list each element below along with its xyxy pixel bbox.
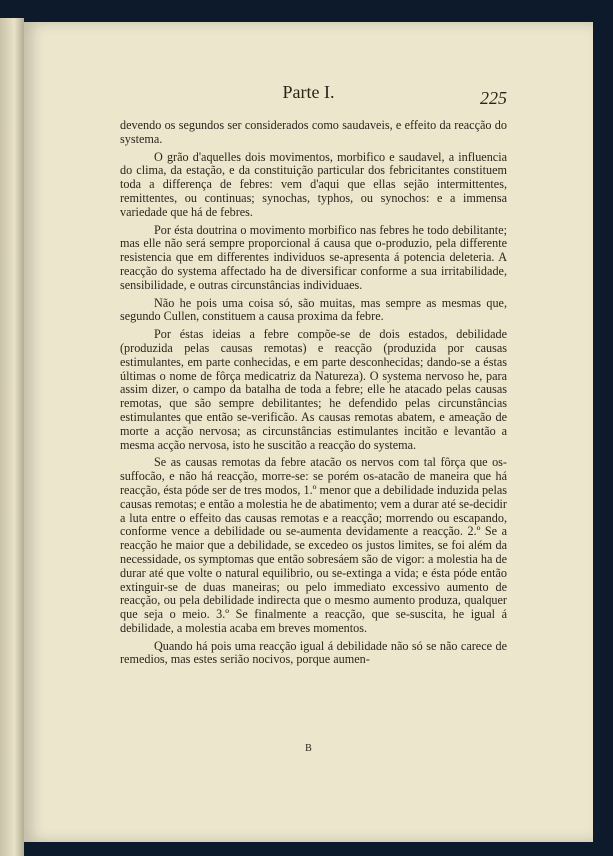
running-head: Parte I. [282,82,335,102]
paragraph: devendo os segundos ser considerados como saudaveis, e effeito da reacção do systema. [120,118,507,146]
paragraph: Por éstas ideias a febre compõe-se de dois estados, debilidade (produzida pelas causas remotas) e reacção (produzida por causas estimulantes, em parte conhecidas, e em parte desconhecidas; dando-se a éstas últimas o nome de fôrça medicatriz da Natureza). O systema nervoso he, para assim dizer, o campo da batalha de toda a febre; elle he atacado pelas causas remotas, que são sempre debilitantes; he defendido pelas circunstâncias estimulantes que então se-verificão. As causas remotas abatem, e ameação de morte a acção nervosa; as circunstâncias estimulantes incitão e levantão a mesma acção nervosa, isto he suscitão a reacção do systema. [120,327,507,452]
paragraph: Não he pois uma coisa só, são muitas, mas sempre as mesmas que, segundo Cullen, constituem a causa proxima da febre. [120,295,507,324]
paragraph: Por ésta doutrina o movimento morbifico nas febres he todo debilitante; mas elle não será sempre proporcional á causa que o-produzio, pela differente resistencia que em differentes individuos se-apresenta á potencia deleteria. A reacção do systema affectado ha de diversificar conforme a sua irritabilidade, sensibilidade, e outras circunstâncias individuaes. [120,222,507,292]
facing-page-edge [0,18,24,856]
book-page [24,22,593,842]
paragraph: O grão d'aquelles dois movimentos, morbifico e saudavel, a influencia do clima, da estação, e da constituição particular dos febricitantes constituem toda a differença de febres: vem d'aqui que ellas sejão intermittentes, remittentes, ou continuas; synochas, typhos, ou synochos: e a immensa variedade que há de febres. [120,149,507,219]
signature-mark: B [305,743,312,754]
paragraph: Quando há pois uma reacção igual á debilidade não só se não carece de remedios, mas estes serião nocivos, porque aumen- [120,638,507,667]
body-text [120,119,507,671]
page-number: 225 [480,88,507,108]
paragraph: Se as causas remotas da febre atacão os nervos com tal fôrça que os-suffocão, e não há reacção, morre-se: se porém os-atacão de maneira que há reacção, ésta póde ser de tres modos, 1.º menor que a debilidade induzida pelas causas remotas; e então a molestia he de abatimento; vem a durar até se-decidir a luta entre o effeito das causas remotas e a reacção; morrendo ou escapando, conforme vence a debilidade ou se-aumenta devidamente a reacção. 2.º Se a reacção he maior que a debilidade, se excedeo os justos limites, se foi além da necessidade, os symptomas que então sobresáem são de vigor: a molestia ha de durar até que volte o natural equilibrio, ou se-extinga a vida; e ésta póde então extinguir-se de duas maneiras; ou pelo immediato excessivo aumento de reacção, ou pela debilidade indirecta que o mesmo aumento produza, qualquer que seja o meio. 3.º Se finalmente a reacção, que se-suscita, he igual á debilidade, a molestia acaba em breves momentos. [120,455,507,635]
